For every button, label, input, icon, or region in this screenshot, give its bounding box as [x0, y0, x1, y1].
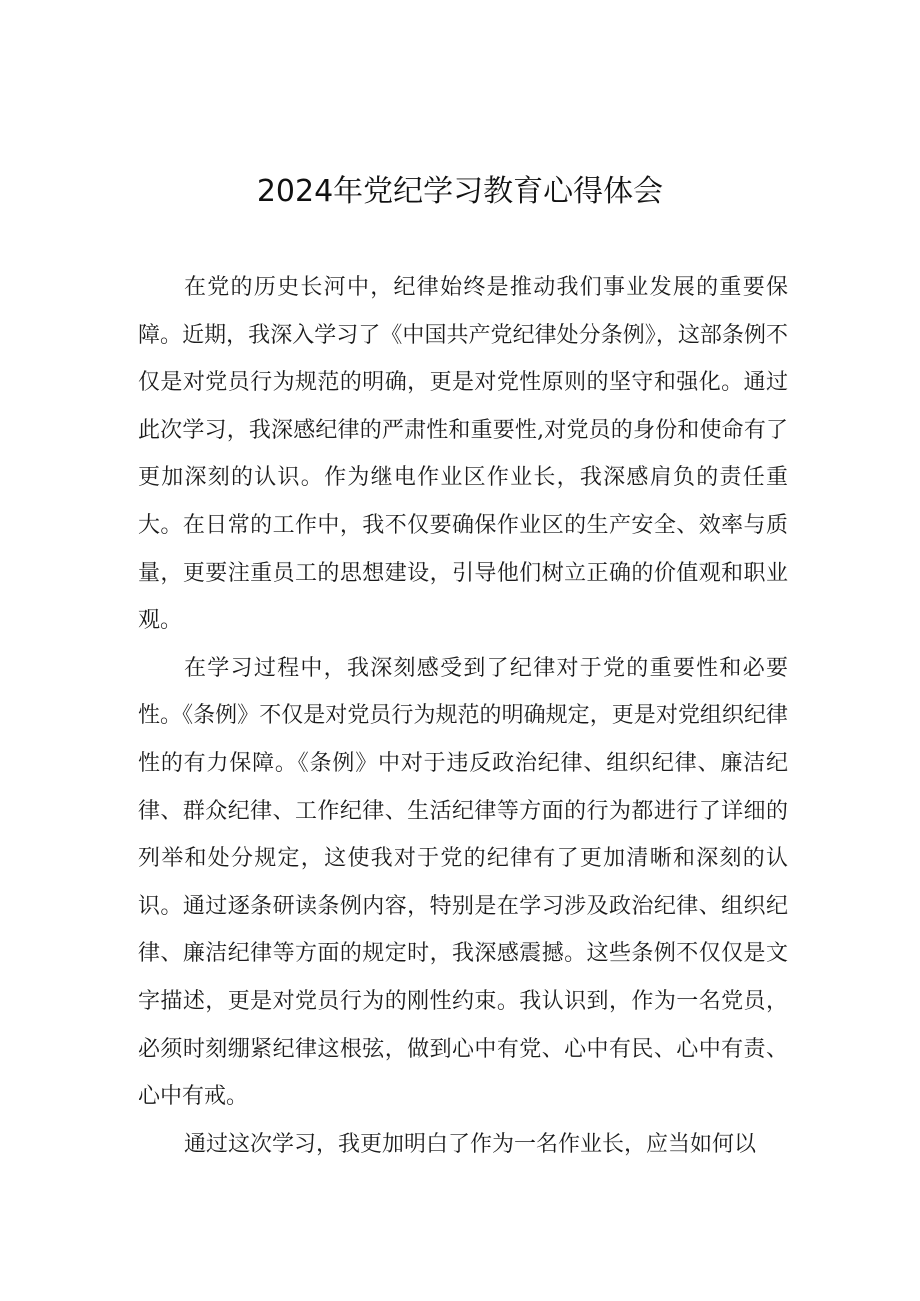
- document-body: [138, 264, 788, 1168]
- document-title: 2024年党纪学习教育心得体会: [256, 174, 664, 209]
- paragraph-1: 在党的历史长河中，纪律始终是推动我们事业发展的重要保障。近期，我深入学习了《中国共产党纪律处分条例》，这部条例不仅是对党员行为规范的明确，更是对党性原则的坚守和强化。通过此次学习，我深感纪律的严肃性和重要性,对党员的身份和使命有了更加深刻的认识。作为继电作业区作业长，我深感肩负的责任重大。在日常的工作中，我不仅要确保作业区的生产安全、效率与质量，更要注重员工的思想建设，引导他们树立正确的价值观和职业观。: [138, 275, 788, 634]
- paragraph-2: 在学习过程中，我深刻感受到了纪律对于党的重要性和必要性。《条例》不仅是对党员行为规范的明确规定，更是对党组织纪律性的有力保障。《条例》中对于违反政治纪律、组织纪律、廉洁纪律、群众纪律、工作纪律、生活纪律等方面的行为都进行了详细的列举和处分规定，这使我对于党的纪律有了更加清晰和深刻的认识。通过逐条研读条例内容，特别是在学习涉及政治纪律、组织纪律、廉洁纪律等方面的规定时，我深感震撼。这些条例不仅仅是文字描述，更是对党员行为的刚性约束。我认识到，作为一名党员，必须时刻绷紧纪律这根弦，做到心中有党、心中有民、心中有责、心中有戒。: [138, 655, 788, 1110]
- paragraph-3: 通过这次学习，我更加明白了作为一名作业长，应当如何以: [184, 1131, 757, 1157]
